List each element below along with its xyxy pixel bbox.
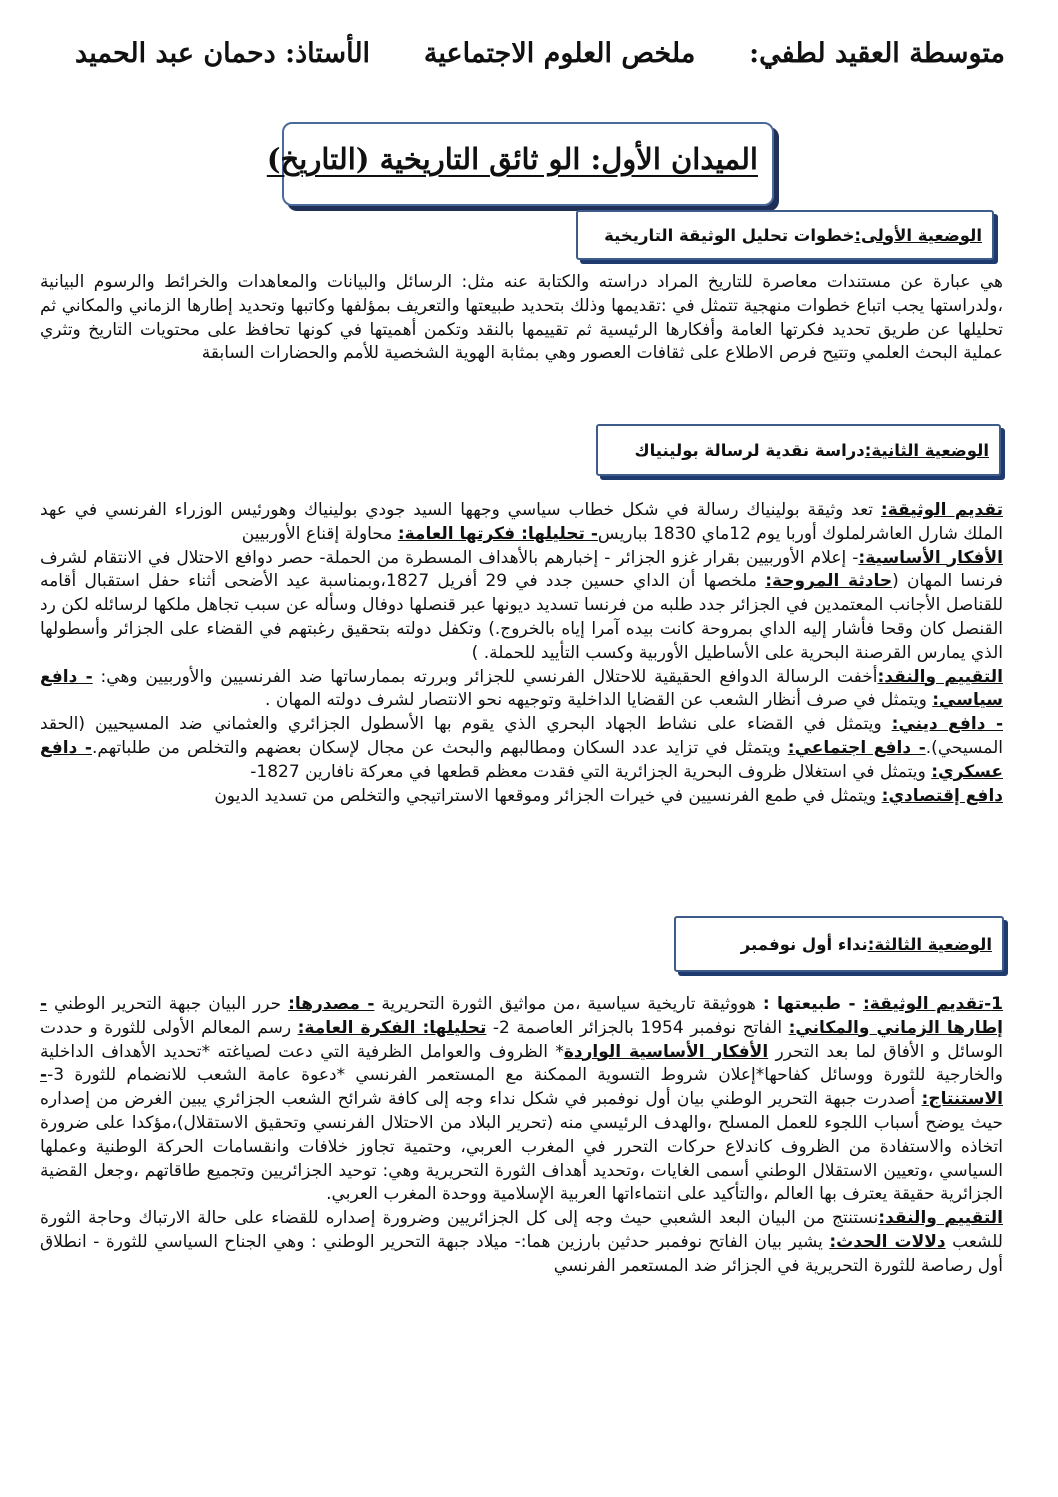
section-1-body — [40, 271, 1003, 366]
economic-motive-label: دافع إقتصادي: — [881, 785, 1003, 806]
section-1-heading — [576, 210, 994, 260]
s3-analysis-label: تحليلها: — [422, 1017, 487, 1038]
section-2-body — [40, 499, 1003, 808]
section-2-evaluation — [40, 666, 1003, 714]
evaluation-label: التقييم والنقد: — [877, 666, 1003, 687]
section-3-label: الوضعية الثالثة: — [867, 934, 992, 954]
military-motive-label: - دافع عسكري: — [40, 737, 1003, 782]
section-3-evaluation — [40, 1207, 1003, 1278]
fan-incident-label: حادثة المروحة: — [765, 571, 893, 592]
section-3-title: نداء أول نوفمبر — [740, 934, 868, 954]
religious-motive-label: - دافع ديني: — [891, 714, 1004, 735]
frame-text: الفاتح نوفمبر 1954 بالجزائر العاصمة 2- — [486, 1017, 789, 1038]
presentation-label: تقديم الوثيقة: — [880, 500, 1003, 520]
social-motive-label: - دافع اجتماعي: — [787, 737, 926, 758]
s3-main-ideas-label: الأفكار الأساسية الواردة — [563, 1041, 769, 1062]
page-title: الميدان الأول: الو ثائق التاريخية (التاريخ) — [266, 142, 758, 176]
page-header — [75, 30, 1005, 76]
fan-incident-text: ملخصها أن الداي حسين جدد في 29 أفريل 1827،وبمناسبة عيد الأضحى أثناء حفل استقبال أقامه للقناصل الأجانب المعتمدين في الجزائر جدد طلبه من فرنسا تسديد ديونها عبر قنصلها دوفال وسأله عن سبب تجاهل ملكها لرسائله لكن رد القنصل كان وقحا فأشار إليه الداي بمروحة كانت بيده آمرا إياه بالخروج.) وتكفل دولته بتحقيق رغبتهم في القضاء على الجزائر وأسطولها الذي يمارس القرصنة البحرية على الأساطيل الأوربية وكسب التأييد للحملة. ) — [40, 571, 1003, 663]
main-ideas-label: الأفكار الأساسية: — [858, 547, 1003, 568]
section-2-motives — [40, 713, 1003, 784]
significance-label: دلالات الحدث: — [829, 1231, 946, 1252]
teacher-name: الأستاذ: دحمان عبد الحميد — [75, 37, 371, 69]
subject-title: ملخص العلوم الاجتماعية — [423, 37, 696, 69]
s3-presentation-label: 1-تقديم الوثيقة: — [862, 994, 1003, 1014]
s3-general-idea-text: رسم المعالم الأولى للثورة و حددت الوسائل و الأفاق لما بعد التحرر — [40, 1017, 1004, 1062]
political-motive-text: ويتمثل في صرف أنظار الشعب عن القضايا الداخلية وتوجيهه نحو الانتصار لشرف دولته المهان . — [265, 690, 933, 711]
s3-main-ideas-text: * الظروف والعوامل الظرفية التي دعت لصياغته *تحديد الأهداف الداخلية والخارجية للثورة ووسائل كفاحها*إعلان شروط التسوية الممكنة مع المستعمر الفرنسي *دعوة عامة الشعب للانضمام للثورة 3- — [40, 1041, 1003, 1086]
nature-label: - طبيعتها : — [762, 994, 863, 1014]
section-3-body — [40, 993, 1003, 1279]
religious-motive-text: ويتمثل في القضاء على نشاط الجهاد البحري الذي يقوم بها الأسطول الجزائري والعثماني ضد المسيحيين (الحقد المسيحي). — [40, 714, 1003, 758]
nature-text: هووثيقة تاريخية سياسية ،من مواثيق الثورة التحريرية — [374, 994, 763, 1014]
school-name: متوسطة العقيد لطفي: — [749, 37, 1005, 69]
military-motive-text: ويتمثل في استغلال ظروف البحرية الجزائرية التي فقدت معظم قطعها في معركة نافارين 1827- — [250, 761, 932, 782]
section-2-label: الوضعية الثانية: — [864, 440, 989, 460]
evaluation-text: أخفت الرسالة الدوافع الحقيقية للاحتلال الفرنسي للجزائر وبررته بممارساتها ضد الفرنسيين والأوربيين وهي: — [92, 666, 878, 687]
social-motive-text: ويتمثل في تزايد عدد السكان ومطالبهم والبحث عن مجال لإسكان بعضهم والتخلص من طلباتهم. — [91, 737, 788, 758]
general-idea-label: فكرتها العامة: — [397, 523, 522, 544]
presentation-text: تعد وثيقة بولينياك رسالة في شكل خطاب سياسي وجهها السيد جودي بولينياك وهورئيس الوزراء الفرنسي في عهد الملك شارل العاشرلملوك أوربا يوم 12ماي 1830 بباريس — [40, 500, 1003, 544]
section-2-economic — [40, 785, 1003, 809]
section-1-text: هي عبارة عن مستندات معاصرة للتاريخ المراد دراسته والكتابة عنه مثل: الرسائل والبيانات والمعاهدات والخرائط والرسوم البيانية ،ولدراستها يجب اتباع خطوات منهجية تتمثل في :تقديمها وذلك بتحديد طبيعتها والتعريف بمؤلفها وكاتبها وتحديد إطارها الزماني والمكاني ثم تحليلها عن طريق تحديد فكرتها العامة وأفكارها الرئيسية ثم تقييمها بالنقد وتكمن أهميتها في كونها تحافظ على محتويات التاريخ وتثري عملية البحث العلمي وتتيح فرص الاطلاع على ثقافات العصور وهي بمثابة الهوية الشخصية للأمم والحضارات السابقة — [40, 272, 1003, 364]
section-3-presentation — [40, 993, 1003, 1207]
s3-evaluation-text: نستنتج من البيان البعد الشعبي حيث وجه إلى كل الجزائريين وضرورة إصداره للقضاء على حالة الارتباك وحاجة الثورة للشعب — [40, 1208, 1003, 1252]
analysis-label: - تحليلها: — [521, 523, 598, 544]
frame-label: - إطارها الزماني والمكاني: — [40, 994, 1004, 1038]
conclusion-text: أصدرت جبهة التحرير الوطني بيان أول نوفمبر في شكل نداء وجه إلى كافة شرائح الشعب الجزائري يبين الغرض من إصداره حيث يوضح أسباب اللجوء للعمل المسلح ،والهدف الرئيسي منه (تحرير البلاد من الاحتلال الفرنسي وتحقيق الاستقلال)،مؤكدا على ضرورة اتخاذه والاستفادة من الظروف كاندلاع حركات التحرر في المغرب العربي، وحتمية تجاوز خلافات وانقسامات الحركة الوطنية وعملها السياسي ،وتعيين الاستقلال الوطني أسمى الغايات ،وتحديد أهداف الثورة التحريرية وهي: توحيد الجزائريين وتجميع طاقاتهم ،وجعل القضية الجزائرية حقيقة يعترف بها العالم ،والتأكيد على انتماءاتها العربية الإسلامية ووحدة المغرب العربي. — [40, 1089, 1003, 1205]
s3-evaluation-label: التقييم والنقد: — [878, 1208, 1003, 1229]
general-idea-text: محاولة إقناع الأوربيين — [241, 523, 398, 544]
section-2-presentation — [40, 499, 1003, 547]
source-label: - مصدرها: — [288, 994, 375, 1014]
political-motive-label: - دافع سياسي: — [40, 666, 1003, 711]
economic-motive-text: ويتمثل في طمع الفرنسيين في خيرات الجزائر وموقعها الاستراتيجي والتخلص من تسديد الديون — [214, 785, 882, 806]
source-text: حرر البيان جبهة التحرير الوطني — [47, 994, 289, 1014]
section-2-main-ideas — [40, 547, 1003, 666]
section-1-title: خطوات تحليل الوثيقة التاريخية — [604, 225, 855, 245]
significance-text: يشير بيان الفاتح نوفمبر حدثين بارزين هما:- ميلاد جبهة التحرير الوطني : وهي الجناح السياسي للثورة - انطلاق أول رصاصة للثورة التحريرية في الجزائر ضد المستعمر الفرنسي — [40, 1231, 1003, 1276]
section-2-heading — [596, 424, 1001, 476]
conclusion-label: -الاستنتاج: — [40, 1065, 1003, 1110]
section-2-title: دراسة نقدية لرسالة بولينياك — [634, 440, 865, 460]
section-3-heading — [674, 916, 1004, 972]
s3-general-idea-label: الفكرة العامة: — [297, 1017, 423, 1038]
main-ideas-text: - إعلام الأوربيين بقرار غزو الجزائر - إخبارهم بالأهداف المسطرة من الحملة- حصر دوافع الاحتلال في الانتقام لشرف فرنسا المهان ( — [40, 547, 1003, 592]
section-1-label: الوضعية الأولى: — [854, 225, 982, 245]
